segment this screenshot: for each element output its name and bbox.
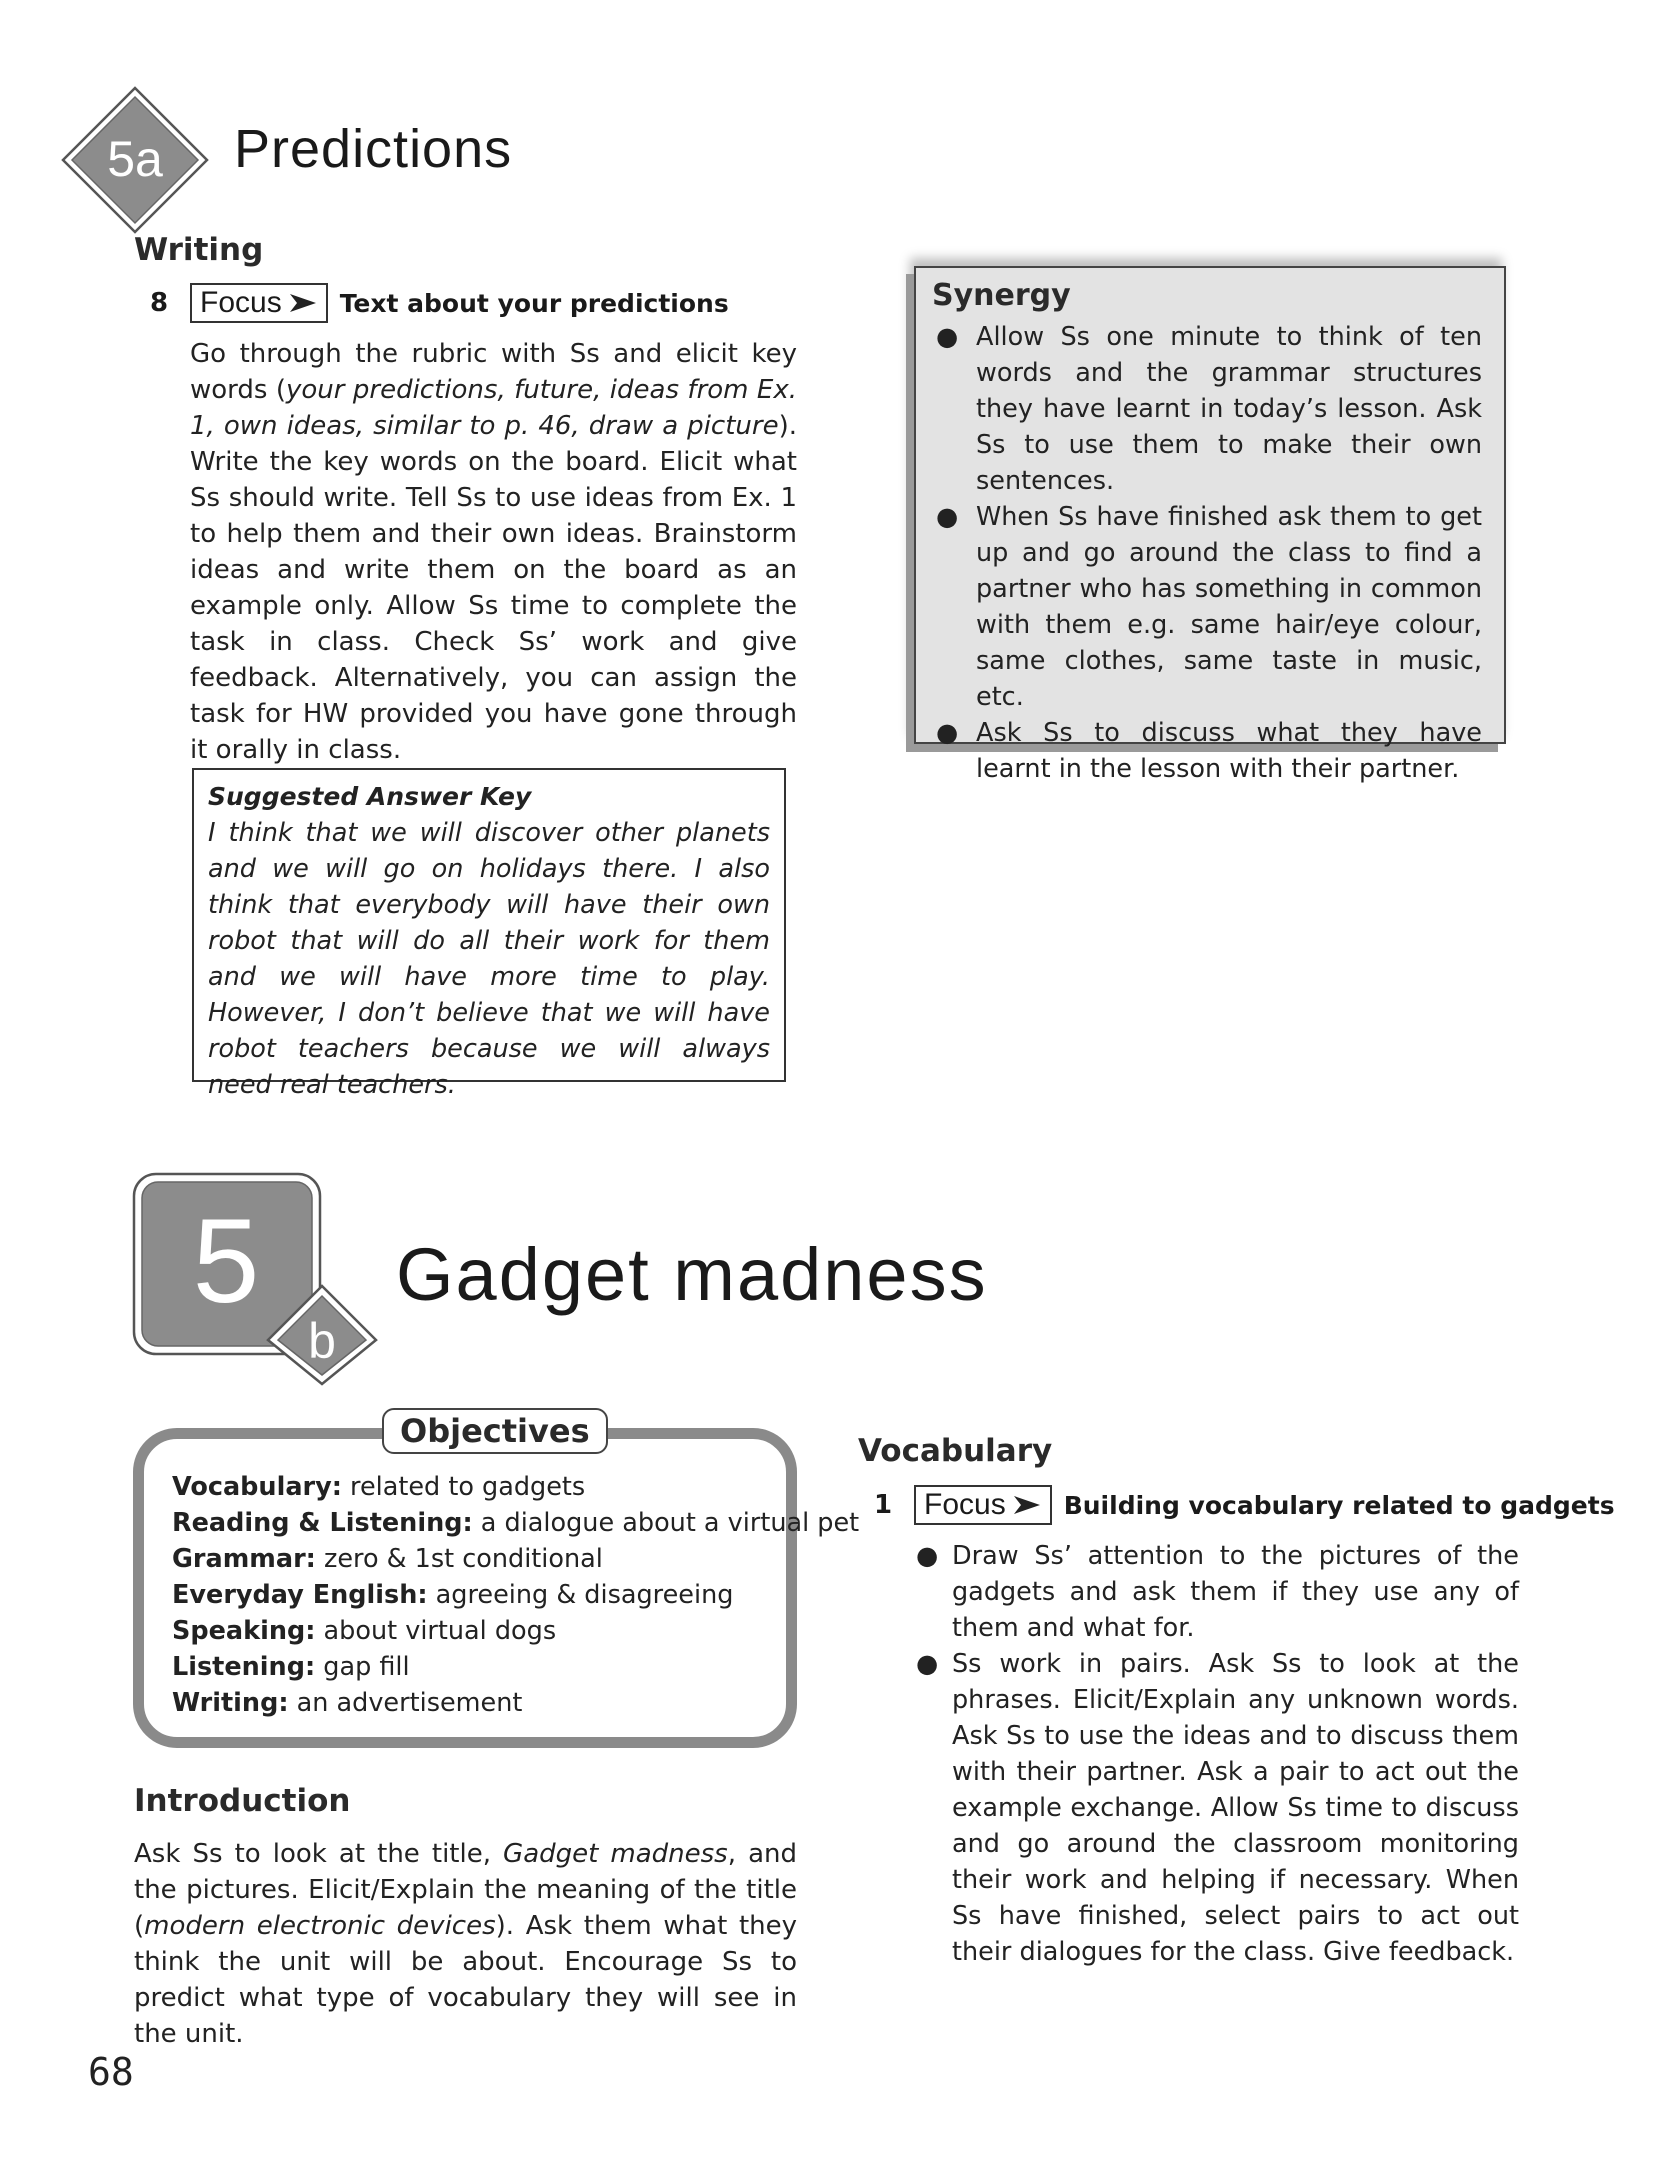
introduction-paragraph: [134, 1836, 797, 2052]
objective-row: Grammar: zero & 1st conditional: [172, 1544, 603, 1574]
bullet-icon: ●: [936, 322, 959, 352]
arrow-right-icon: [1012, 1494, 1042, 1516]
introduction-paragraph-run: ). Ask them what they think the unit will be about. Encourage Ss to predict what type of vocabulary they will see in the unit.: [134, 1911, 798, 2049]
answer-key-text: I think that we will discover other planets and we will go on holidays there. I also think that everybody will have their own robot that will do all their work for them and we will have more time to play. However, I don’t believe that we will have robot teachers because we will always need real teachers.: [208, 818, 770, 1100]
objectives-label: Objectives: [382, 1408, 608, 1454]
objective-row: Speaking: about virtual dogs: [172, 1616, 557, 1646]
focus-task: Text about your predictions: [339, 288, 729, 318]
page-number: 68: [88, 2050, 134, 2094]
writing-paragraph: [190, 336, 797, 768]
writing-focus-row: [150, 283, 729, 323]
objective-row: Everyday English: agreeing & disagreeing: [172, 1580, 734, 1610]
focus-box: [190, 283, 328, 323]
exercise-number: 1: [874, 1490, 893, 1520]
focus-label: Focus: [924, 1488, 1006, 1521]
exercise-number: 8: [150, 288, 169, 318]
objective-row: Listening: gap fill: [172, 1652, 410, 1682]
writing-paragraph-run: Go through the rubric with Ss and elicit key words (: [190, 339, 797, 405]
objective-row: Vocabulary: related to gadgets: [172, 1472, 586, 1502]
synergy-title: Synergy: [932, 278, 1071, 313]
unit-badge-5b: [130, 1170, 390, 1388]
introduction-paragraph-run: , and the pictures. Elicit/Explain the meaning of the title (: [134, 1839, 797, 1941]
bullet-icon: ●: [936, 718, 959, 748]
synergy-item: ● When Ss have finished ask them to get up and go around the class to find a partner who has something in common with them e.g. same hair/eye colour, same clothes, same taste in music, etc.: [932, 499, 1482, 715]
focus-task: Building vocabulary related to gadgets: [1063, 1490, 1615, 1520]
unit-badge-5a: [60, 85, 210, 235]
objective-row: Reading & Listening: a dialogue about a virtual pet: [172, 1508, 860, 1538]
focus-label: Focus: [200, 286, 282, 319]
arrow-right-icon: [288, 292, 318, 314]
answer-key-title: Suggested Answer Key: [208, 782, 532, 811]
synergy-box: [914, 266, 1506, 784]
unit-badge-5a-text: 5a: [107, 131, 163, 187]
introduction-paragraph-run: modern electronic devices: [144, 1911, 496, 1941]
objectives-box: [133, 1428, 860, 1748]
vocabulary-item: ● Ss work in pairs. Ask Ss to look at the phrases. Elicit/Explain any unknown words. Ask Ss to use the ideas and to discuss them with their partner. Ask a pair to act out the example exchange. Allow Ss time to discuss and go around the classroom monitoring their work and helping if necessary. When Ss have finished, select pairs to act out their dialogues for the class. Give feedback.: [912, 1646, 1519, 1970]
focus-box: [914, 1485, 1052, 1525]
writing-heading: Writing: [134, 232, 264, 268]
vocabulary-heading: Vocabulary: [858, 1433, 1053, 1469]
unit-badge-5b-number: 5: [192, 1194, 260, 1328]
synergy-item: ● Allow Ss one minute to think of ten words and the grammar structures they have learnt in today’s lesson. Ask Ss to use them to make their own sentences.: [932, 319, 1482, 499]
writing-paragraph-run: your predictions, future, ideas from Ex. 1, own ideas, similar to p. 46, draw a picture: [190, 375, 797, 441]
vocabulary-list: [912, 1538, 1519, 1970]
bullet-icon: ●: [936, 502, 959, 532]
vocabulary-focus-row: [874, 1485, 1615, 1525]
unit-title-gadget-madness: Gadget madness: [396, 1233, 988, 1316]
unit-title-predictions: Predictions: [234, 119, 513, 179]
introduction-heading: Introduction: [134, 1783, 351, 1819]
synergy-item: ● Ask Ss to discuss what they have learnt in the lesson with their partner.: [932, 715, 1482, 787]
answer-key-box: [192, 768, 786, 1100]
introduction-paragraph-run: Ask Ss to look at the title,: [134, 1839, 504, 1869]
objective-row: Writing: an advertisement: [172, 1688, 523, 1718]
bullet-icon: ●: [916, 1541, 939, 1571]
vocabulary-item: ● Draw Ss’ attention to the pictures of the gadgets and ask them if they use any of them and what for.: [912, 1538, 1519, 1646]
bullet-icon: ●: [916, 1649, 939, 1679]
introduction-paragraph-run: Gadget madness: [503, 1839, 728, 1869]
synergy-list: [932, 319, 1482, 787]
unit-badge-5b-letter: b: [308, 1313, 336, 1369]
writing-paragraph-run: ). Write the key words on the board. Elicit what Ss should write. Tell Ss to use ideas from Ex. 1 to help them and their own ideas. Brainstorm ideas and write them on the board as an example only. Allow Ss time to complete the task in class. Check Ss’ work and give feedback. Alternatively, you can assign the task for HW provided you have gone through it orally in class.: [190, 411, 797, 765]
